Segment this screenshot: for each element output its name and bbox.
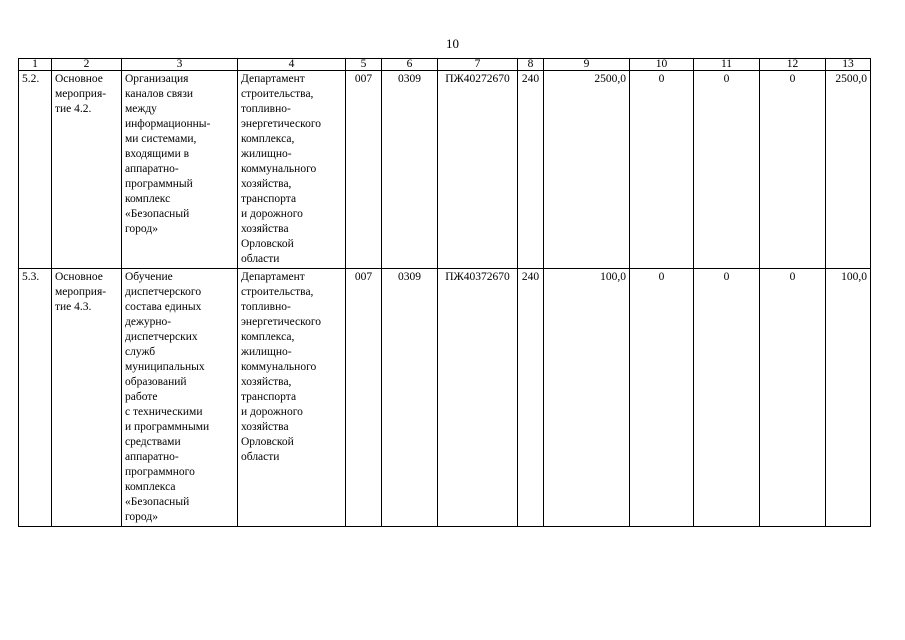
column-header: 7	[438, 59, 518, 71]
amount-cell: 0	[694, 269, 760, 527]
amount-cell: 0	[630, 269, 694, 527]
code-cell: 007	[346, 269, 382, 527]
amount-cell: 0	[630, 71, 694, 269]
column-header: 11	[694, 59, 760, 71]
expense-type-cell: 240	[518, 71, 544, 269]
amount-cell: 0	[760, 269, 826, 527]
column-header: 9	[544, 59, 630, 71]
row-number-cell: 5.3.	[19, 269, 52, 527]
header-row	[19, 59, 871, 71]
column-header: 8	[518, 59, 544, 71]
amount-cell: 2500,0	[544, 71, 630, 269]
executor-cell: Департамент строительства, топливно- энергетического комплекса, жилищно- коммунального хозяйства, транспорта и дорожного хозяйства Орловской области	[238, 269, 346, 527]
amount-cell: 0	[694, 71, 760, 269]
column-header: 2	[52, 59, 122, 71]
executor-cell: Департамент строительства, топливно- энергетического комплекса, жилищно- коммунального хозяйства, транспорта и дорожного хозяйства Орловской области	[238, 71, 346, 269]
page-number: 10	[446, 36, 459, 51]
amount-cell: 100,0	[826, 269, 871, 527]
measure-name-cell: Обучение диспетчерского состава единых дежурно- диспетчерских служб муниципальных образований работе с техническими и программными средствами аппаратно- программного комплекса «Безопасный город»	[122, 269, 238, 527]
row-number-cell: 5.2.	[19, 71, 52, 269]
measure-type-cell: Основное мероприя- тие 4.3.	[52, 269, 122, 527]
table-row	[19, 269, 871, 527]
expense-type-cell: 240	[518, 269, 544, 527]
amount-cell: 0	[760, 71, 826, 269]
table-row	[19, 71, 871, 269]
section-cell: 0309	[382, 269, 438, 527]
measure-type-cell: Основное мероприя- тие 4.2.	[52, 71, 122, 269]
amount-cell: 100,0	[544, 269, 630, 527]
section-cell: 0309	[382, 71, 438, 269]
column-header: 12	[760, 59, 826, 71]
amount-cell: 2500,0	[826, 71, 871, 269]
target-article-cell: ПЖ40272670	[438, 71, 518, 269]
column-header: 5	[346, 59, 382, 71]
budget-table	[18, 58, 871, 527]
code-cell: 007	[346, 71, 382, 269]
column-header: 10	[630, 59, 694, 71]
measure-name-cell: Организация каналов связи между информационны- ми системами, входящими в аппаратно- программный комплекс «Безопасный город»	[122, 71, 238, 269]
column-header: 1	[19, 59, 52, 71]
column-header: 4	[238, 59, 346, 71]
column-header: 6	[382, 59, 438, 71]
target-article-cell: ПЖ40372670	[438, 269, 518, 527]
column-header: 13	[826, 59, 871, 71]
column-header: 3	[122, 59, 238, 71]
